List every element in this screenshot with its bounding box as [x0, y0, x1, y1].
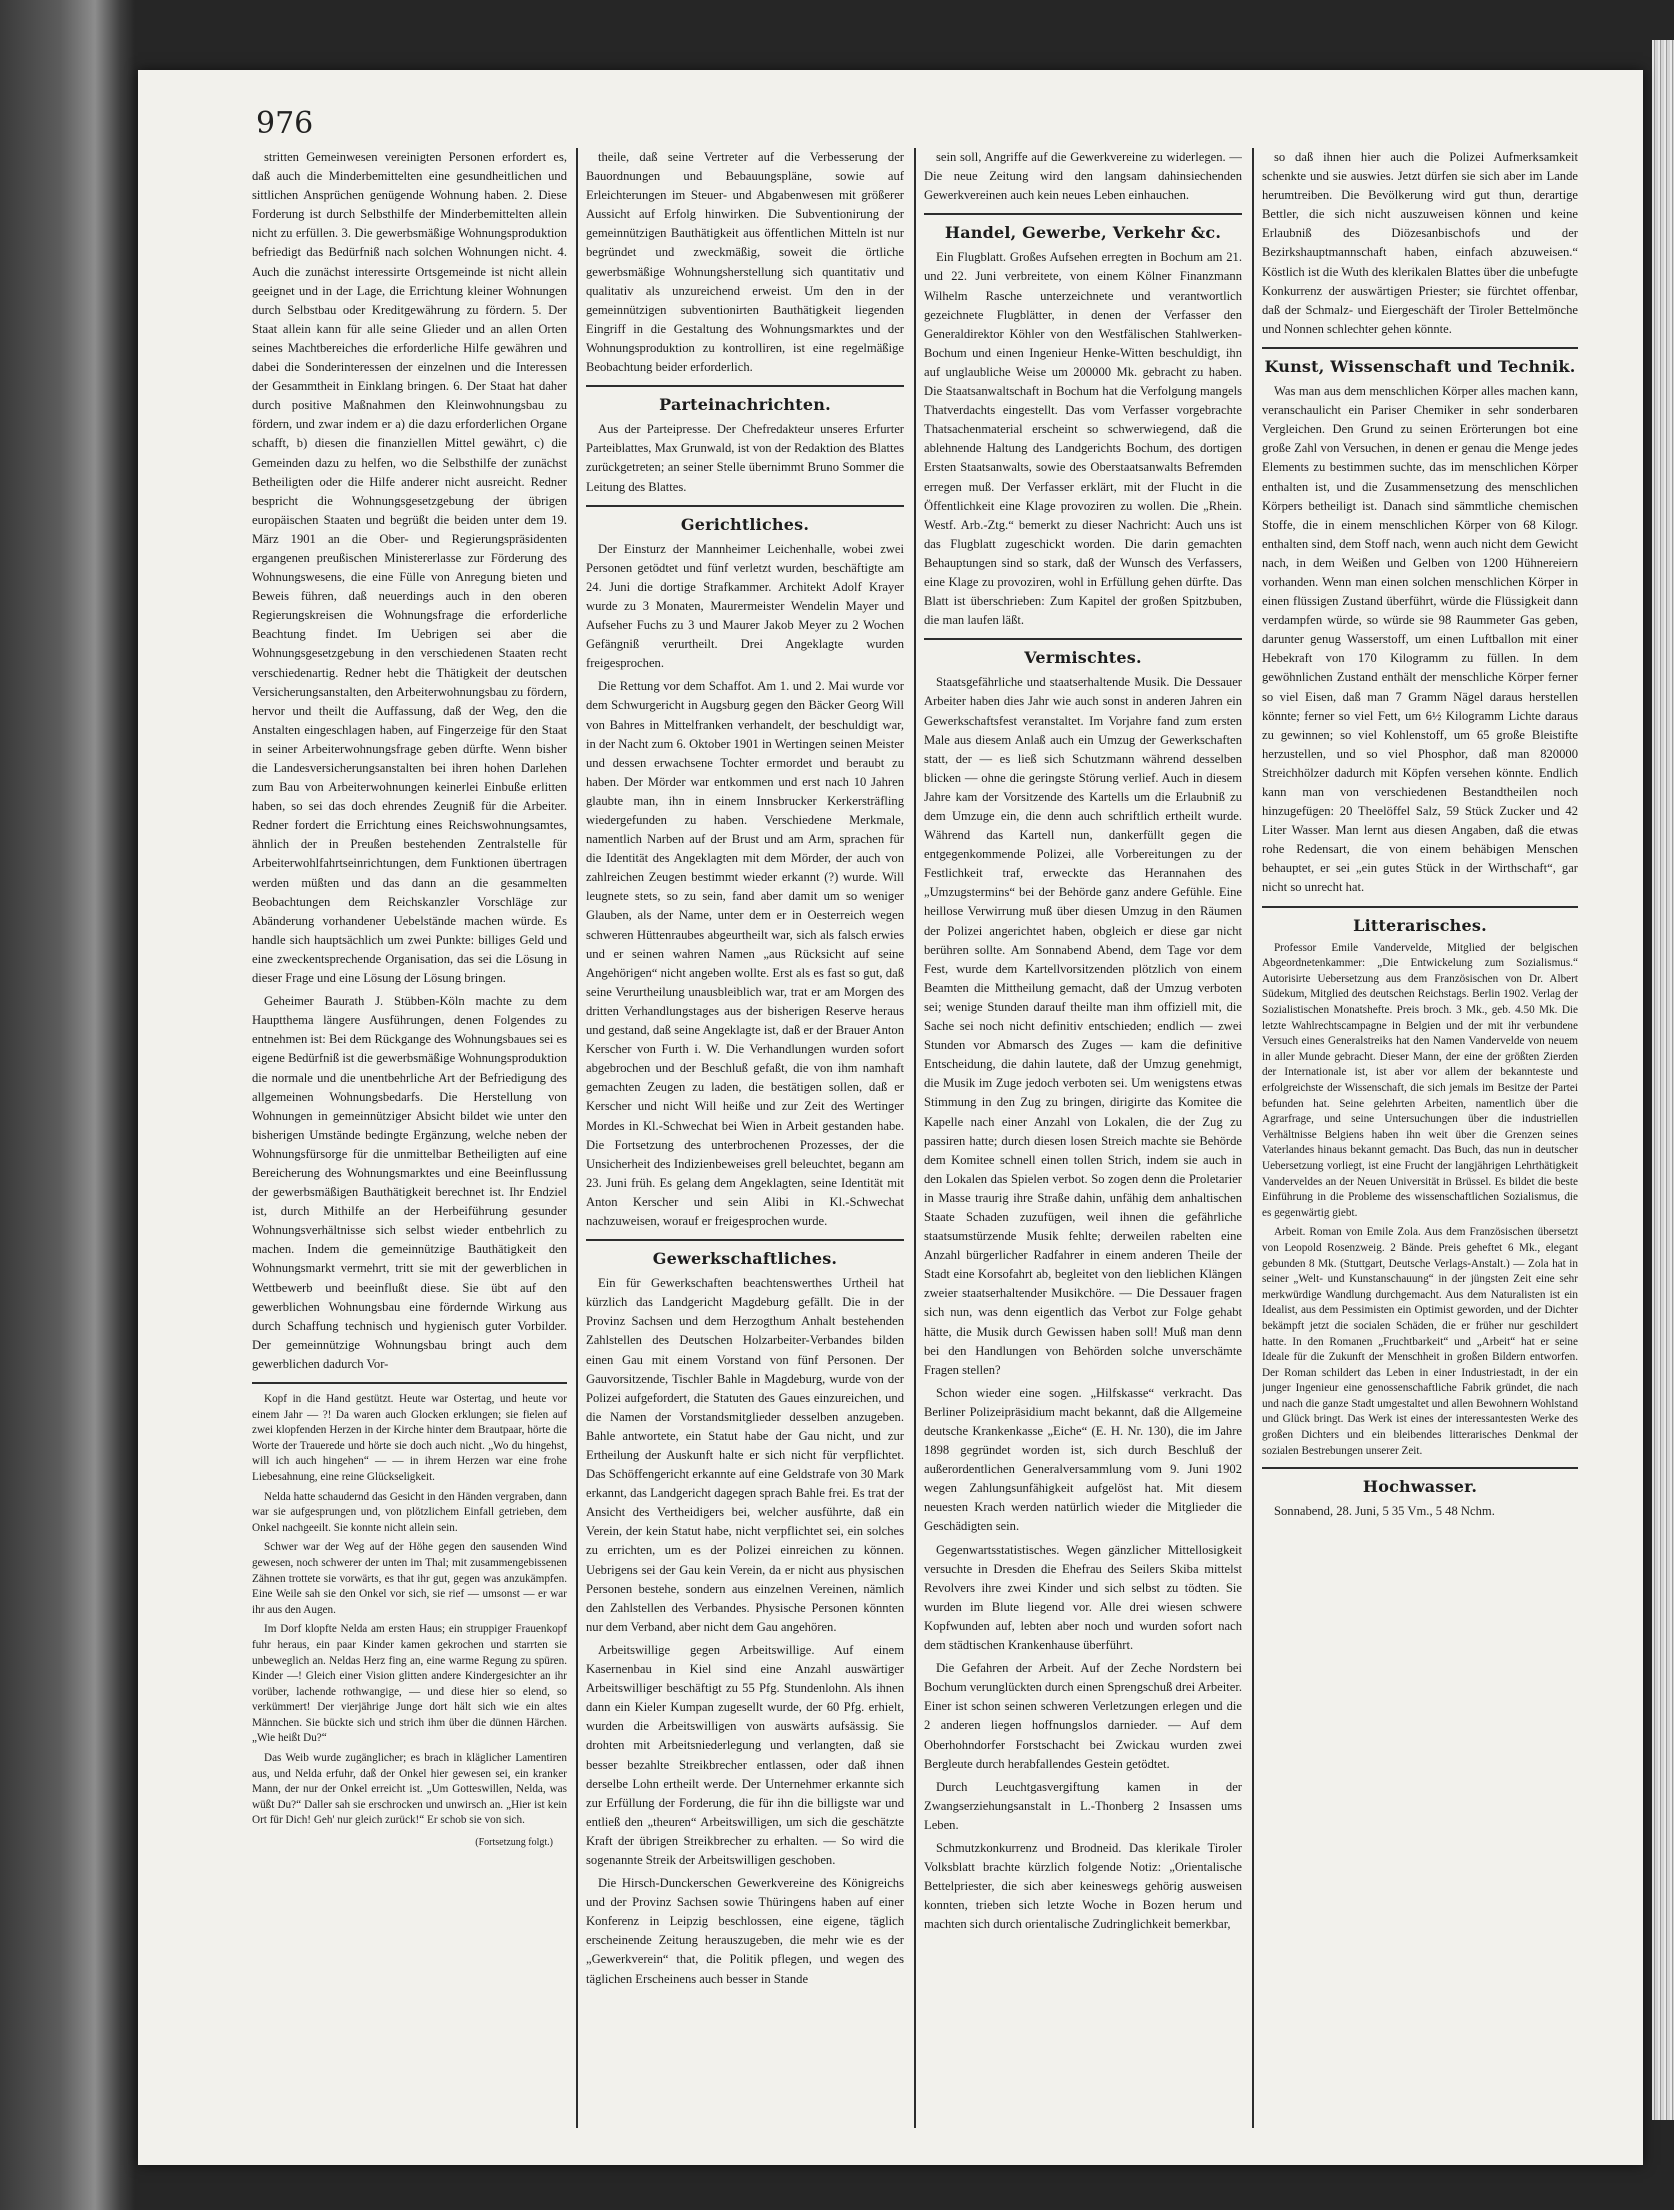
article-text: Ein Flugblatt. Großes Aufsehen erregten in Bochum am 21. und 22. Juni verbreitete, von einem Kölner Finanzmann Wilhelm Rasche unterzeichnete und verantwortlich gezeichnete Flugblätter, in denen der Verfasser den Generaldirektor Köhler von den Westfälischen Stahlwerken-Bochum und einen Ingenieur Henke-Witten beschuldigt, ihn auf unglaubliche Weise um 200000 Mk. gebracht zu haben. Die Staatsanwaltschaft in Bochum hat die Verfolgung mangels Thatverdachts eingestellt. Das vom Verfasser vorgebrachte Thatsachenmaterial erscheint so schwerwiegend, daß die ablehnende Haltung des Landgerichts Bochum, des dortigen Ersten Staatsanwalts, sowie des Oberstaatsanwalts Befremden erregen muß. Der Verfasser erklärt, mit der Flucht in die Öffentlichkeit eine Klage provoziren zu wollen. Die „Rhein. Westf. Arb.-Ztg.“ bemerkt zu dieser Nachricht: Auch uns ist das Flugblatt zugeschickt worden. Die darin gemachten Behauptungen sind so stark, daß der Wunsch des Verfassers, eine Klage zu provoziren, wohl in Erfüllung gehen dürfte. Das Blatt ist überschrieben: Zum Kapitel der großen Spitzbuben, die man laufen läßt.: [924, 250, 1242, 628]
divider: [586, 1239, 904, 1241]
continuation-note: (Fortsetzung folgt.): [475, 1837, 553, 1849]
feuilleton-text: Das Weib wurde zugänglicher; es brach in kläglicher Lamentiren aus, und Nelda erfuhr, daß der Onkel hier gewesen sei, ein kranker Mann, der nur der Onkel erreicht ist. „Um Gotteswillen, Nelda, was wüßt Du?“ Daller sah sie erschrocken und unwirsch an. „Hier ist kein Ort für Dich! Geh' nur gleich zurück!“ Er schob sie von sich.: [252, 1752, 567, 1827]
page-edges: [1652, 40, 1674, 2120]
article-text: so daß ihnen hier auch die Polizei Aufmerksamkeit schenkte und sie auswies. Jetzt dürfen sie sich aber im Lande herumtreiben. Die Bevölkerung wird gut thun, derartige Bettler, die sich nicht auszuweisen können und keine Erlaubniß des Diözesanbischofs und der Bezirkshauptmannschaft haben, einfach abzuweisen.“ Köstlich ist die Wuth des klerikalen Blattes über die unbefugte Konkurrenz der auswärtigen Priester; sie fürchtet offenbar, daß der Schmalz- und Eiergeschäft der Tiroler Bettelmönche und Nonnen schlechter gehen könnte.: [1262, 150, 1578, 336]
article-text: Der Einsturz der Mannheimer Leichenhalle, wobei zwei Personen getödtet und fünf verletzt wurden, beschäftigte am 24. Juni die dortige Strafkammer. Architekt Adolf Krayer wurde zu 3 Monaten, Maurermeister Wendelin Mayer und Aufseher Fuchs zu 3 und Maurer Jakob Meyer zu 2 Wochen Gefängniß verurtheilt. Drei Angeklagte wurden freigesprochen.: [586, 541, 904, 671]
article-text: Was man aus dem menschlichen Körper alles machen kann, veranschaulicht ein Pariser Chemiker in sehr sonderbaren Vergleichen. Den Grund zu seinen Erörterungen bot eine große Zahl von Versuchen, in denen er genau die Menge jedes Elements zu bestimmen suchte, das im menschlichen Körper enthalten ist, und die Zusammensetzung des menschlichen Körpers betheiligt ist. Danach sind sämmtliche chemischen Stoffe, die in einem menschlichen Körper von 68 Kilogr. enthalten sind, dem Stoff nach, wenn auch nicht dem Gewicht nach, in dem Weißen und Gelben von 1200 Hühnereiern vorhanden. Wenn man einen solchen menschlichen Körper in einen flüssigen Zustand überführt, würde die Flüssigkeit dann verdampfen würde, so würde sie 98 Raummeter Gas geben, darunter genug Wasserstoff, um einen Luftballon mit einer Hebekraft von 170 Kilogramm zu füllen. In dem gewöhnlichen Zustand enthält der menschliche Körper ferner so viel Eisen, daß man 7 Gramm Nägel daraus herstellen könnte; ferner so viel Fett, um 6½ Kilogramm Lichte daraus zu gewinnen; so viel Kohlenstoff, um 65 große Bleistifte herzustellen, und so viel Phosphor, daß man 820000 Streichhölzer dadurch mit Köpfen versehen könnte. Endlich kann man von verschiedenen Bestandtheilen noch hinzugefügen: 20 Theelöffel Salz, 59 Stück Zucker und 42 Liter Wasser. Man lernt aus diesen Angaben, daß die etwas rohe Redensart, die von einem behäbigen Menschen behauptet, er sei „ein gutes Stück in der Wirthschaft“, gar nicht so unrecht hat.: [1262, 384, 1578, 895]
article-text: Gegenwartsstatistisches. Wegen gänzlicher Mittellosigkeit versuchte in Dresden die Ehefrau des Seilers Skiba mittelst Revolvers ihre zwei Kinder und sich selbst zu tödten. Sie wurden im Blute liegend vor. Alle drei wiesen schwere Kopfwunden auf, lebten aber noch und wurden sofort nach dem städtischen Krankenhause überführt.: [924, 1542, 1242, 1653]
divider: [252, 1382, 567, 1384]
column-4: [1262, 148, 1578, 2148]
article-text: Schon wieder eine sogen. „Hilfskasse“ verkracht. Das Berliner Polizeipräsidium macht bekannt, daß die Allgemeine deutsche Krankenkasse „Eiche“ (E. H. Nr. 130), die im Jahre 1898 gegründet worden ist, sich durch Beschluß der außerordentlichen Generalversammlung vom 9. Juni 1902 wegen Zahlungsunfähigkeit aufgelöst hat. Mit diesem neuesten Krach werden natürlich wieder die Mitglieder die Geschädigten sein.: [924, 1385, 1242, 1534]
divider: [1262, 906, 1578, 908]
feuilleton-text: Nelda hatte schaudernd das Gesicht in den Händen vergraben, dann war sie aufgesprungen und, von plötzlichem Einfall getrieben, dem Onkel nachgeeilt. Sie konnte nicht allein sein.: [252, 1490, 567, 1534]
article-text: Durch Leuchtgasvergiftung kamen in der Zwangserziehungsanstalt in L.-Thonberg 2 Insassen ums Leben.: [924, 1779, 1242, 1832]
column-rule: [1252, 148, 1254, 2128]
column-rule: [914, 148, 916, 2128]
article-text: stritten Gemeinwesen vereinigten Personen erfordert es, daß auch die Minderbemittelten eine gesundheitlichen und sittlichen Ansprüchen genügende Wohnung haben. 2. Diese Forderung ist durch Selbsthilfe der Minderbemittelten allein nicht zu erfüllen. 3. Die gewerbsmäßige Wohnungsproduktion befriedigt das Bedürfniß nach solchen Wohnungen nicht. 4. Auch die zunächst interessirte Ortsgemeinde ist nicht allein geeignet und in der Lage, die Errichtung kleiner Wohnungen durch Selbstbau oder Kreditgewährung zu fördern. 5. Der Staat allein kann für alle seine Glieder und an allen Orten seines Machtbereiches die erforderliche Hilfe gewähren und dabei die Sonderinteressen der einzelnen und die Interessen der Gesammtheit in Einklang bringen. 6. Der Staat hat daher durch positive Maßnahmen den Kleinwohnungsbau zu fördern, und zwar indem er a) die dazu erforderlichen Organe schafft, b) diesen die finanziellen Mittel gewährt, c) die Gemeinden dazu zu helfen, wo die Selbsthilfe der zunächst Betheiligten oder die Hilfe anderer nicht ausreicht. Redner bespricht die Wohnungsgesetzgebung der übrigen europäischen Staaten und begrüßt die beiden unter dem 19. März 1901 an die Ober- und Regierungspräsidenten ergangenen preußischen Ministererlasse zur Förderung des Wohnungswesens, die eine Fülle von Anregung bieten und Beweis führen, daß neuerdings auch in den oberen Regierungskreisen die Wohnungsfrage die erforderliche Beachtung findet. Im Uebrigen sei aber die Wohnungsgesetzgebung in den verschiedenen Staaten recht verschiedenartig. Redner hebt die Thätigkeit der deutschen Versicherungsanstalten, den Arbeiterwohnungsbau zu fördern, hervor und theilt die Auffassung, daß der Weg, den die Anstalten eingeschlagen haben, auf Fingerzeige für den Staat in seiner Arbeiterwohnungsfrage geben dürfte. Wenn bisher die Landesversicherungsanstalten bei ihren hohen Darlehen zum Bau von Arbeiterwohnungen keinerlei Einbuße erlitten haben, so sei das doch ehrendes Zeugniß für die Arbeiter. Redner fordert die Errichtung eines Reichswohnungsamtes, ähnlich der in Preußen bestehenden Zentralstelle für Arbeiterwohlfahrtseinrichtungen, dem Funktionen übertragen werden müßten und das dann an die gesammelten Beobachtungen dem Reichskanzler Vorschläge zur Abänderung vorhandener Uebelstände machen würde. Es handle sich hauptsächlich um zwei Punkte: billiges Geld und eine zweckentsprechende Organisation, das sei die Lösung in dieser Frage und eine Lösung der Lösung bringen.: [252, 150, 567, 986]
column-2: [586, 148, 904, 2148]
divider: [1262, 1467, 1578, 1469]
article-text: Schmutzkonkurrenz und Brodneid. Das klerikale Tiroler Volksblatt brachte kürzlich folgende Notiz: „Orientalische Bettelpriester, die sich aber keineswegs gehörig ausweisen konnten, trieben sich letzte Woche in Bozen herum und machten sich durch orientalische Zudringlichkeit bemerkbar,: [924, 1840, 1242, 1932]
article-text: Aus der Parteipresse. Der Chefredakteur unseres Erfurter Parteiblattes, Max Grunwald, ist von der Redaktion des Blattes zurückgetreten; an seiner Stelle übernimmt Bruno Sommer die Leitung des Blattes.: [586, 422, 904, 494]
review-text: Arbeit. Roman von Emile Zola. Aus dem Französischen übersetzt von Leopold Rosenzweig. 2 Bände. Preis geheftet 6 Mk., elegant gebunden 8 Mk. (Stuttgart, Deutsche Verlags-Anstalt.) — Zola hat in seiner „Welt- und Kunstanschauung“ in der jüngsten Zeit eine sehr merkwürdige Wandlung durchgemacht. Aus dem Naturalisten ist ein Idealist, aus dem Pessimisten ein Optimist geworden, und der Dichter bekämpft jetzt die socialen Schäden, die er früher nur geschildert hatte. In den Romanen „Fruchtbarkeit“ und „Arbeit“ hat er seine Ideale für die Zukunft der Menschheit in großen Bildern entworfen. Der Roman schildert das Leben in einer Industriestadt, in der ein junger Ingenieur eine genossenschaftliche Fabrik gründet, die nach und nach die ganze Stadt umgestaltet und allen Bewohnern Wohlstand und Glück bringt. Das Werk ist eines der interessantesten Werke des großen Dichters und ein bleibendes litterarisches Denkmal der sozialen Bestrebungen unserer Zeit.: [1262, 1226, 1578, 1457]
article-text: theile, daß seine Vertreter auf die Verbesserung der Bauordnungen und Bebauungspläne, sowie auf Erleichterungen im Steuer- und Abgabenwesen mit größerer Aussicht auf Erfolg hinwirken. Die Subventionirung der gemeinnützigen Bauthätigkeit aus öffentlichen Mitteln ist nur begründet und zweckmäßig, soweit die örtliche gewerbsmäßige Wohnungsherstellung sich quantitativ und qualitativ als unzureichend erweist. Um den in der gemeinnützigen subventionirten Bauthätigkeit liegenden Eingriff in die Gestaltung des Wohnungsmarktes und der Wohnungsproduktion zu kontrolliren, ist eine regelmäßige Beobachtung beider erforderlich.: [586, 150, 904, 375]
section-heading: Handel, Gewerbe, Verkehr &c.: [944, 223, 1222, 243]
article-text: Ein für Gewerkschaften beachtenswerthes Urtheil hat kürzlich das Landgericht Magdeburg gefällt. Die in der Provinz Sachsen und dem Herzogthum Anhalt bestehenden Zahlstellen des Deutschen Holzarbeiter-Verbandes bilden einen Gau mit einem Vorstand von fünf Personen. Der Gauvorsitzende, Tischler Bahle in Magdeburg, wurde von der Polizei aufgefordert, die Statuten des Gaues einzureichen, und die Namen der Vorstandsmitglieder desselben anzugeben. Bahle antwortete, ein Statut habe der Gau nicht, und zur Ertheilung der Auskunft halte er sich nicht für verpflichtet. Das Schöffengericht erkannte auf eine Geldstrafe von 30 Mark erkannt, das Landgericht dagegen sprach Bahle frei. Es trat der Ansicht des Vertheidigers bei, welcher ausführte, daß ein Verein, der kein Statut habe, nicht verpflichtet sei, ein solches zu errichten, um es der Polizei einreichen zu können. Uebrigens sei der Gau kein Verein, da er nicht aus physischen Personen bestehe, sondern aus einzelnen Vereinen, nämlich den Zahlstellen des Verbandes. Physische Personen könnten nur dem Verband, aber nicht dem Gau angehören.: [586, 1276, 904, 1634]
column-rule: [576, 148, 578, 2128]
article-text: Arbeitswillige gegen Arbeitswillige. Auf einem Kasernenbau in Kiel sind eine Anzahl auswärtiger Arbeitswilliger beschäftigt zu 55 Pfg. Stundenlohn. Als ihnen dann ein Kieler Kumpan zugesellt wurde, der 60 Pfg. erhielt, wurden die Arbeitswilligen von auswärts aufsässig. Sie drohten mit Arbeitsniederlegung und verlangten, daß sie besser bezahlte Streikbrecher entlassen, oder daß ihnen derselbe Lohn ertheilt werde. Der Unternehmer erkannte sich zur Erfüllung der Forderung, die für ihn die billigste war und entließ den „theuren“ Arbeitswilligen, um sich die geschätzte Kraft der übrigen Streikbrecher zu erhalten. — So wird die sogenannte Streik der Arbeitswilligen geschoben.: [586, 1642, 904, 1867]
divider: [924, 213, 1242, 215]
section-heading: Vermischtes.: [1024, 648, 1142, 668]
page-number: 976: [256, 106, 314, 141]
section-heading: Kunst, Wissenschaft und Technik.: [1264, 356, 1576, 376]
section-heading: Gewerkschaftliches.: [652, 1249, 838, 1269]
section-heading: Litterarisches.: [1353, 915, 1487, 935]
section-heading: Gerichtliches.: [680, 514, 810, 534]
section-heading: Hochwasser.: [1362, 1477, 1478, 1497]
article-text: Geheimer Baurath J. Stübben-Köln machte zu dem Hauptthema längere Ausführungen, denen Folgendes zu entnehmen ist: Bei dem Rückgange des Wohnungsbaues sei es eigene Bedürfniß ist die gewerbsmäßige Wohnungsproduktion die normale und die unentbehrliche Art der Befriedigung des allgemeinen Wohnungsbedarfs. Die Herstellung von Wohnungen in gemeinnütziger Absicht bildet wie unter den bisherigen Umstände bedingte Ergänzung, welche neben der Wohnungsfürsorge für die unmittelbar Betheiligten auf eine Bereicherung des Wohnungsmarktes und eine Beeinflussung der gewerbsmäßigen Bauthätigkeit berechnet ist. Ihr Endziel ist, durch Mithilfe an der Herbeiführung gesunder Wohnungsverhältnisse sich selbst wieder entbehrlich zu machen. Indem die gemeinnützige Bauthätigkeit den Wohnungsmarkt vermehrt, tritt sie mit der gewerblichen in Wettbewerb und beeinflußt diese. Sie übt auf den gewerblichen Wohnungsbau eine fördernde Wirkung aus durch Schaffung technisch und hygienisch guter Vorbilder. Der gemeinnützige Wohnungsbau bringt auch dem gewerblichen dadurch Vor-: [252, 994, 567, 1371]
feuilleton-text: Im Dorf klopfte Nelda am ersten Haus; ein struppiger Frauenkopf fuhr heraus, ein paar Kinder kamen gekrochen und starrten sie unbeweglich an. Neldas Herz fing an, eine warme Regung zu spüren. Kinder —! Gleich einer Vision glitten andere Kindergesichter an ihr vorüber, lachende rothwangige, — und diese hier so elend, so verkümmert! Der vierjährige Junge dort hält sich wie ein altes Männchen. Sie bückte sich und strich ihm über die dünnen Härchen. „Wie heißt Du?“: [252, 1623, 567, 1745]
divider: [586, 385, 904, 387]
feuilleton-text: Kopf in die Hand gestützt. Heute war Ostertag, und heute vor einem Jahr — ?! Da waren auch Glocken erklungen; sie fielen auf zwei klopfenden Herzen in der Kirche hinter dem Brautpaar, hörte die Worte der Trauerede und hörte sie doch auch nicht. „Wo du hingehst, will ich auch hingehen“ — — in ihrem Herzen war eine frohe Liebesahnung, eine reine Glückseligkeit.: [252, 1393, 567, 1483]
article-text: sein soll, Angriffe auf die Gewerkvereine zu widerlegen. — Die neue Zeitung wird den langsam dahinsiechenden Gewerkvereinen auch kein neues Leben einhauchen.: [924, 150, 1242, 203]
article-text: Die Rettung vor dem Schaffot. Am 1. und 2. Mai wurde vor dem Schwurgericht in Augsburg gegen den Bäcker Georg Will von Bahres in Mittelfranken verhandelt, der beschuldigt war, in der Nacht zum 6. Oktober 1901 in Wertingen seinen Meister und dessen erwachsene Tochter ermordet und beraubt zu haben. Der Mörder war entkommen und erst nach 10 Jahren glaubte man, ihn in einem Innsbrucker Kerkersträfling wiedergefunden zu haben. Verschiedene Merkmale, namentlich Narben auf der Brust und am Arm, sprachen für die Identität des Angeklagten mit dem Mörder, der auch von zahlreichen Zeugen bestimmt wieder erkannt (?) wurde. Will leugnete stets, so zu sein, fand aber damit um so weniger Glauben, als der Name, unter dem er in Oesterreich wegen schweren Hüttenraubes abgeurtheilt war, sich als falsch erwies und er seinen wahren Namen „aus Rücksicht auf seine Angehörigen“ nicht angeben wollte. Erst als es fast so gut, daß seine Verurtheilung unausbleiblich war, trat er am Morgen des dritten Verhandlungstages aus der bisherigen Reserve heraus und gestand, daß seine Angeklagte ist, daß er der Brauer Anton Kerscher von Furth i. W. Die Verhandlungen wurden sofort abgebrochen und der Beschluß gefaßt, die von ihm namhaft gemachten Zeugen zu laden, die bestätigen sollen, daß er Kerscher und nicht Will heiße und zur Zeit des Wertinger Mordes in Kl.-Schwechat bei Wien in Arbeit gestanden habe. Die Fortsetzung des unterbrochenen Prozesses, der die Unsicherheit des Indizienbeweises grell beleuchtet, begann am 23. Juni früh. Es gelang dem Angeklagten, seine Identität mit Anton Kerscher und sein Alibi in Kl.-Schwechat nachzuweisen, worauf er freigesprochen wurde.: [586, 679, 904, 1228]
column-1: [252, 148, 567, 2148]
article-text: Die Gefahren der Arbeit. Auf der Zeche Nordstern bei Bochum verunglückten durch einen Sprengschuß drei Arbeiter. Einer ist schon seinen schweren Verletzungen erlegen und die 2 anderen liegen hoffnungslos darnieder. — Auf dem Oberhohndorfer Forstschacht bei Zwickau wurden zwei Bergleute durch herabfallendes Gestein getödtet.: [924, 1661, 1242, 1771]
article-text: Die Hirsch-Dunckerschen Gewerkvereine des Königreichs und der Provinz Sachsen sowie Thüringens haben auf einer Konferenz in Leipzig beschlossen, eine eigene, täglich erscheinende Zeitung herauszugeben, die mehr wie es der „Gewerkverein“ that, die Politik pflegen, und wegen des täglichen Erscheinens auch besser in Stande: [586, 1876, 904, 1986]
article-text: Staatsgefährliche und staatserhaltende Musik. Die Dessauer Arbeiter haben dies Jahr wie auch sonst in anderen Jahren ein Gewerkschaftsfest veranstaltet. Im Vorjahre fand zum ersten Male aus diesem Anlaß auch ein Umzug der Gewerkschaften statt, der — es ließ sich Schutzmann während desselben blicken — ohne die geringste Störung verlief. Auch in diesem Jahre kam der Vorsitzende des Kartells um die Erlaubniß zu dem Umzuge ein, die denn auch schriftlich ertheilt wurde. Während das Kartell nun, dankerfüllt gegen die entgegenkommende Polizei, alle Vorbereitungen zu der Festlichkeit traf, erweckte das Herannahen des „Umzugstermins“ bei der Behörde ganz andere Gefühle. Eine heillose Verwirrung muß über diesen Umzug in den Räumen der Polizei angerichtet haben, obgleich er diese gar nicht berühren sollte. Am Sonnabend Abend, dem Tage vor dem Fest, wurde dem Kartellvorsitzenden plötzlich von einem Beamten die Mittheilung gemacht, daß der Umzug verboten sei; wenige Stunden darauf theilte man ihm offiziell mit, die Sache sei noch nicht definitiv entschieden; endlich — zwei Stunden vor Abmarsch des Zuges — kam die definitive Entscheidung, die dahin lautete, daß der Umzug genehmigt, die Musik im Zuge jedoch verboten sei. Um wenigstens etwas Stimmung in den Zug zu bringen, dirigirte das Komitee die Kapelle nach einer Anzahl von Lokalen, die der Zug zu passiren hatte; durch diesen losen Streich machte sie Behörde dem Komitee schnell einen tollen Strich, indem sie auch in den Lokalen das Spielen verbot. So zogen denn die Proletarier in Masse traurig ihre Straße dahin, unfähig dem anhaltischen Staate Schaden zuzufügen, weil ihnen die gefährliche staatsumstürzende Musik fehlte; derweilen rabelten eine Anzahl bürgerlicher Radfahrer in einem anderen Theile der Stadt eine Korsofahrt ab, begleitet von den lieblichen Klängen zweier staatserhaltender Musikchöre. — Die Dessauer fragen sich nun, was denn eigentlich das Verbot zur Folge gehabt hätte, die Musik durch Gewissen haben soll! Muß man denn bei den Handlungen von Behörden solche unverschämte Fragen stellen?: [924, 675, 1242, 1377]
section-heading: Parteinachrichten.: [659, 395, 831, 415]
feuilleton-text: Schwer war der Weg auf der Höhe gegen den sausenden Wind gewesen, noch schwerer der unten im Thal; mit zusammengebissenen Zähnen trottete sie vorwärts, es that ihr gut, gegen was anzukämpfen. Eine Weile sah sie den Onkel vor sich, sie rief — umsonst — er war ihr aus den Augen.: [252, 1541, 567, 1616]
review-text: Professor Emile Vandervelde, Mitglied der belgischen Abgeordnetenkammer: „Die Entwickelung zum Sozialismus.“ Autorisirte Uebersetzung aus dem Französischen von Dr. Albert Südekum, Mitglied des deutschen Reichstags. Berlin 1902. Verlag der Sozialistischen Monatshefte. Preis broch. 3 Mk., geb. 4.50 Mk. Die letzte Wahlrechtscampagne in Belgien und der mit ihr verbundene Versuch eines Generalstreiks hat den Namen Vandervelde von neuem in aller Munde gebracht. Dieser Mann, der eine der größten Zierden der Internationale ist, ist aber vor allem der bekannteste und erfolgreichste der Wissenschaft, die sich jemals im Besitze der Partei befunden hat. Seine gelehrten Arbeiten, namentlich über die Agrarfrage, und seine Untersuchungen über die industriellen Verhältnisse Belgiens haben ihn weit über die Grenzen seines Vaterlandes hinaus bekannt gemacht. Das Buch, das nun in deutscher Uebersetzung vorliegt, ist eine Frucht der langjährigen Lehrthätigkeit Vanderveldes an der Neuen Universität in Brüssel. Es bildet die beste Einführung in die Probleme des wissenschaftlichen Sozialismus, die es gegenwärtig giebt.: [1262, 941, 1578, 1219]
column-3: [924, 148, 1242, 2148]
tide-info: Sonnabend, 28. Juni, 5 35 Vm., 5 48 Nchm.: [1274, 1504, 1495, 1519]
divider: [586, 505, 904, 507]
newspaper-page: [138, 70, 1643, 2165]
divider: [924, 638, 1242, 640]
divider: [1262, 347, 1578, 349]
